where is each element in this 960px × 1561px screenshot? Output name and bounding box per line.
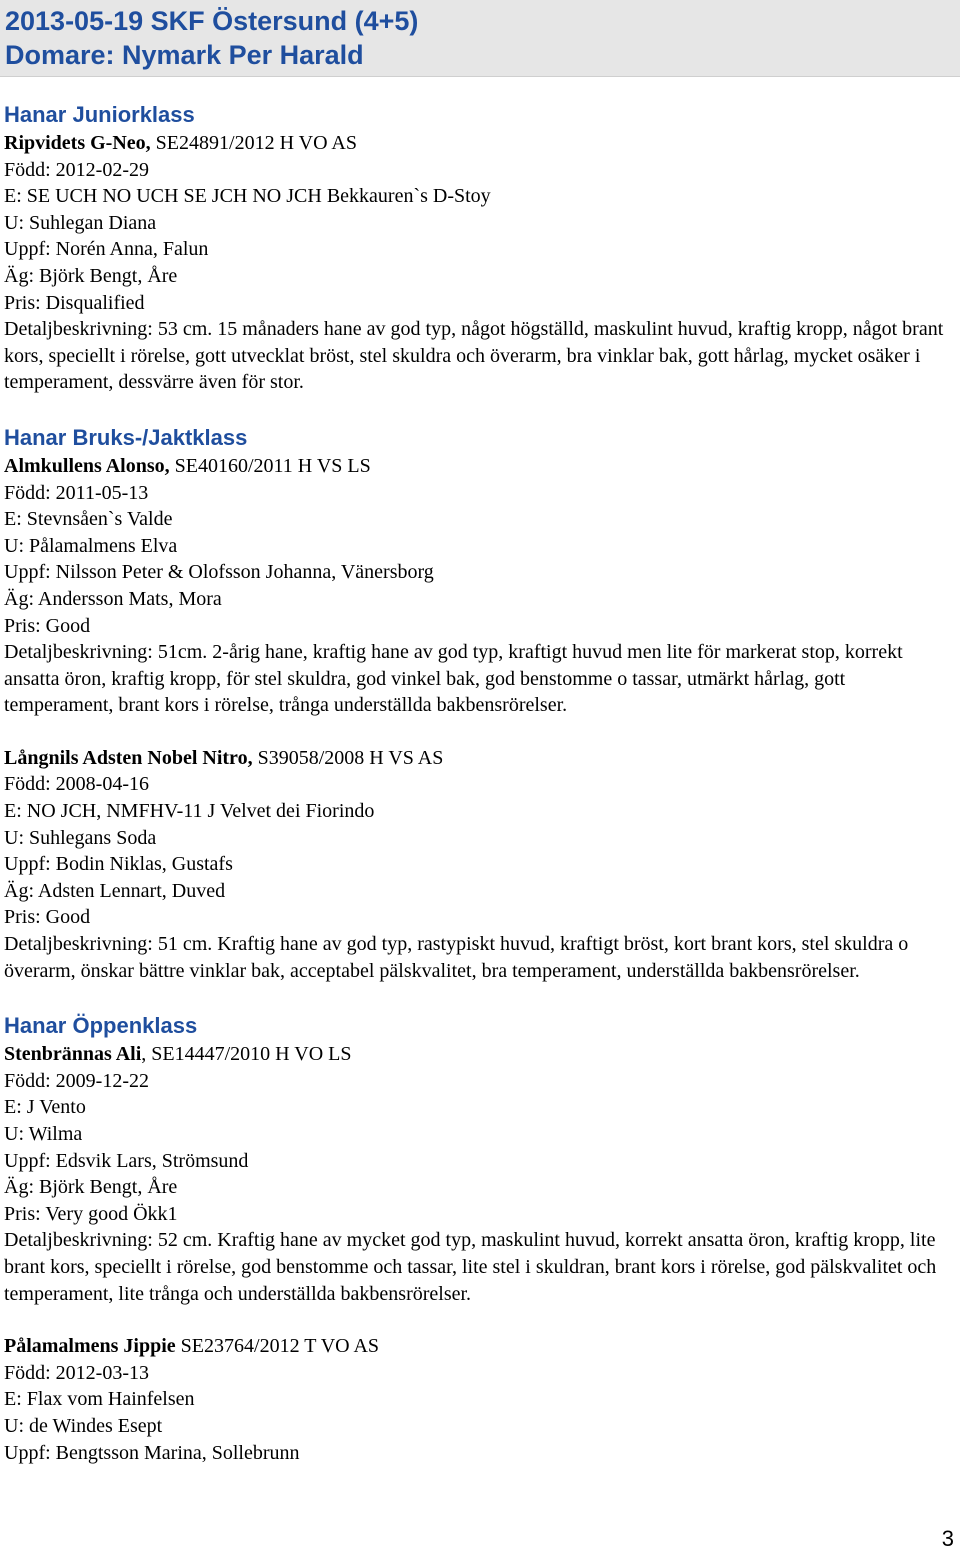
dog-dam: U: Wilma bbox=[4, 1123, 83, 1145]
dog-born: Född: 2012-02-29 bbox=[4, 158, 149, 181]
dog-breeder: Uppf: Edsvik Lars, Strömsund bbox=[4, 1149, 249, 1172]
dog-name-line bbox=[4, 1333, 954, 1360]
dog-sire: E: NO JCH, NMFHV-11 J Velvet dei Fiorindo bbox=[4, 800, 375, 823]
dog-entry bbox=[4, 745, 954, 984]
dog-entry bbox=[4, 130, 954, 396]
dog-prize: Pris: Disqualified bbox=[4, 291, 145, 314]
header-title: 2013-05-19 SKF Östersund (4+5) bbox=[5, 6, 419, 36]
dog-name: Ripvidets G-Neo, bbox=[4, 132, 151, 154]
dog-registration: SE23764/2012 T VO AS bbox=[175, 1335, 380, 1358]
dog-registration: , SE14447/2010 H VO LS bbox=[141, 1043, 352, 1066]
dog-name-line bbox=[4, 130, 954, 157]
spacer bbox=[4, 984, 954, 1011]
dog-description: Detaljbeskrivning: 53 cm. 15 månaders hane av god typ, något högställd, maskulint huvud, kraftig kropp, något brant kors, speciellt i rörelse, gott utvecklat bröst, stel skuldra och överarm, bra vinklar bak, gott hårlag, mycket osäker i temperament, dessvärre även för stor. bbox=[4, 318, 944, 394]
dog-entry bbox=[4, 453, 954, 719]
spacer bbox=[4, 719, 954, 745]
dog-sire: E: Flax vom Hainfelsen bbox=[4, 1388, 195, 1411]
dog-breeder: Uppf: Nilsson Peter & Olofsson Johanna, Vänersborg bbox=[4, 561, 434, 584]
dog-sire: E: Stevnsåen`s Valde bbox=[4, 508, 173, 531]
dog-born: Född: 2008-04-16 bbox=[4, 773, 149, 796]
dog-description: Detaljbeskrivning: 51 cm. Kraftig hane av god typ, rastypiskt huvud, kraftigt bröst, kort brant kors, stel skuldra o överarm, önskar bättre vinklar bak, acceptabel pälskvalitet, bra temperament, underställda bakbensrörelser. bbox=[4, 933, 909, 982]
dog-owner: Äg: Björk Bengt, Åre bbox=[4, 1176, 178, 1199]
dog-dam: U: Pålamalmens Elva bbox=[4, 534, 178, 557]
dog-dam: U: Suhlegans Soda bbox=[4, 826, 157, 849]
dog-registration: SE24891/2012 H VO AS bbox=[150, 132, 357, 154]
section-title: Hanar Bruks-/Jaktklass bbox=[4, 424, 248, 450]
header-judge: Domare: Nymark Per Harald bbox=[5, 40, 364, 70]
dog-born: Född: 2009-12-22 bbox=[4, 1069, 149, 1092]
document-body bbox=[4, 100, 954, 1466]
dog-registration: SE40160/2011 H VS LS bbox=[169, 454, 371, 477]
dog-dam: U: Suhlegan Diana bbox=[4, 211, 157, 234]
dog-prize: Pris: Good bbox=[4, 614, 91, 637]
dog-description: Detaljbeskrivning: 52 cm. Kraftig hane av mycket god typ, maskulint huvud, korrekt ansatta öron, kraftig kropp, lite brant kors, speciellt i rörelse, god benstomme och tassar, lite stel i skuldran, brant kors i rörelse, god pälskvalitet och temperament, lite trånga och underställda bakbensrörelser. bbox=[4, 1229, 937, 1305]
dog-name: Pålamalmens Jippie bbox=[4, 1335, 176, 1358]
dog-dam: U: de Windes Esept bbox=[4, 1414, 163, 1437]
dog-owner: Äg: Adsten Lennart, Duved bbox=[4, 879, 226, 902]
dog-registration: S39058/2008 H VS AS bbox=[252, 746, 444, 769]
section-title: Hanar Juniorklass bbox=[4, 102, 195, 127]
dog-entry bbox=[4, 1333, 954, 1466]
dog-sire: E: J Vento bbox=[4, 1096, 86, 1119]
page-header bbox=[0, 0, 960, 77]
dog-entry bbox=[4, 1041, 954, 1307]
dog-sire: E: SE UCH NO UCH SE JCH NO JCH Bekkauren`s D-Stoy bbox=[4, 185, 491, 208]
dog-name-line bbox=[4, 1041, 954, 1068]
page-number: 3 bbox=[941, 1526, 954, 1551]
dog-prize: Pris: Good bbox=[4, 906, 91, 929]
dog-owner: Äg: Andersson Mats, Mora bbox=[4, 587, 222, 610]
dog-born: Född: 2011-05-13 bbox=[4, 481, 149, 504]
dog-breeder: Uppf: Bengtsson Marina, Sollebrunn bbox=[4, 1441, 300, 1464]
dog-prize: Pris: Very good Ökk1 bbox=[4, 1202, 178, 1225]
dog-born: Född: 2012-03-13 bbox=[4, 1361, 149, 1384]
dog-name: Stenbrännas Ali bbox=[4, 1043, 142, 1066]
dog-name-line bbox=[4, 745, 954, 772]
dog-breeder: Uppf: Bodin Niklas, Gustafs bbox=[4, 853, 233, 876]
dog-name: Långnils Adsten Nobel Nitro, bbox=[4, 746, 253, 769]
spacer bbox=[4, 396, 954, 423]
dog-owner: Äg: Björk Bengt, Åre bbox=[4, 264, 178, 287]
dog-breeder: Uppf: Norén Anna, Falun bbox=[4, 238, 209, 261]
section-title: Hanar Öppenklass bbox=[4, 1013, 198, 1039]
dog-name: Almkullens Alonso, bbox=[4, 454, 170, 477]
dog-name-line bbox=[4, 453, 954, 480]
spacer bbox=[4, 1307, 954, 1333]
dog-description: Detaljbeskrivning: 51cm. 2-årig hane, kraftig hane av god typ, kraftigt huvud men lite för markerat stop, korrekt ansatta öron, kraftig kropp, för stel skuldra, god vinkel bak, god benstomme o tassar, utmärkt hårlag, gott temperament, brant kors i rörelse, trånga underställda bakbensrörelser. bbox=[4, 641, 903, 717]
